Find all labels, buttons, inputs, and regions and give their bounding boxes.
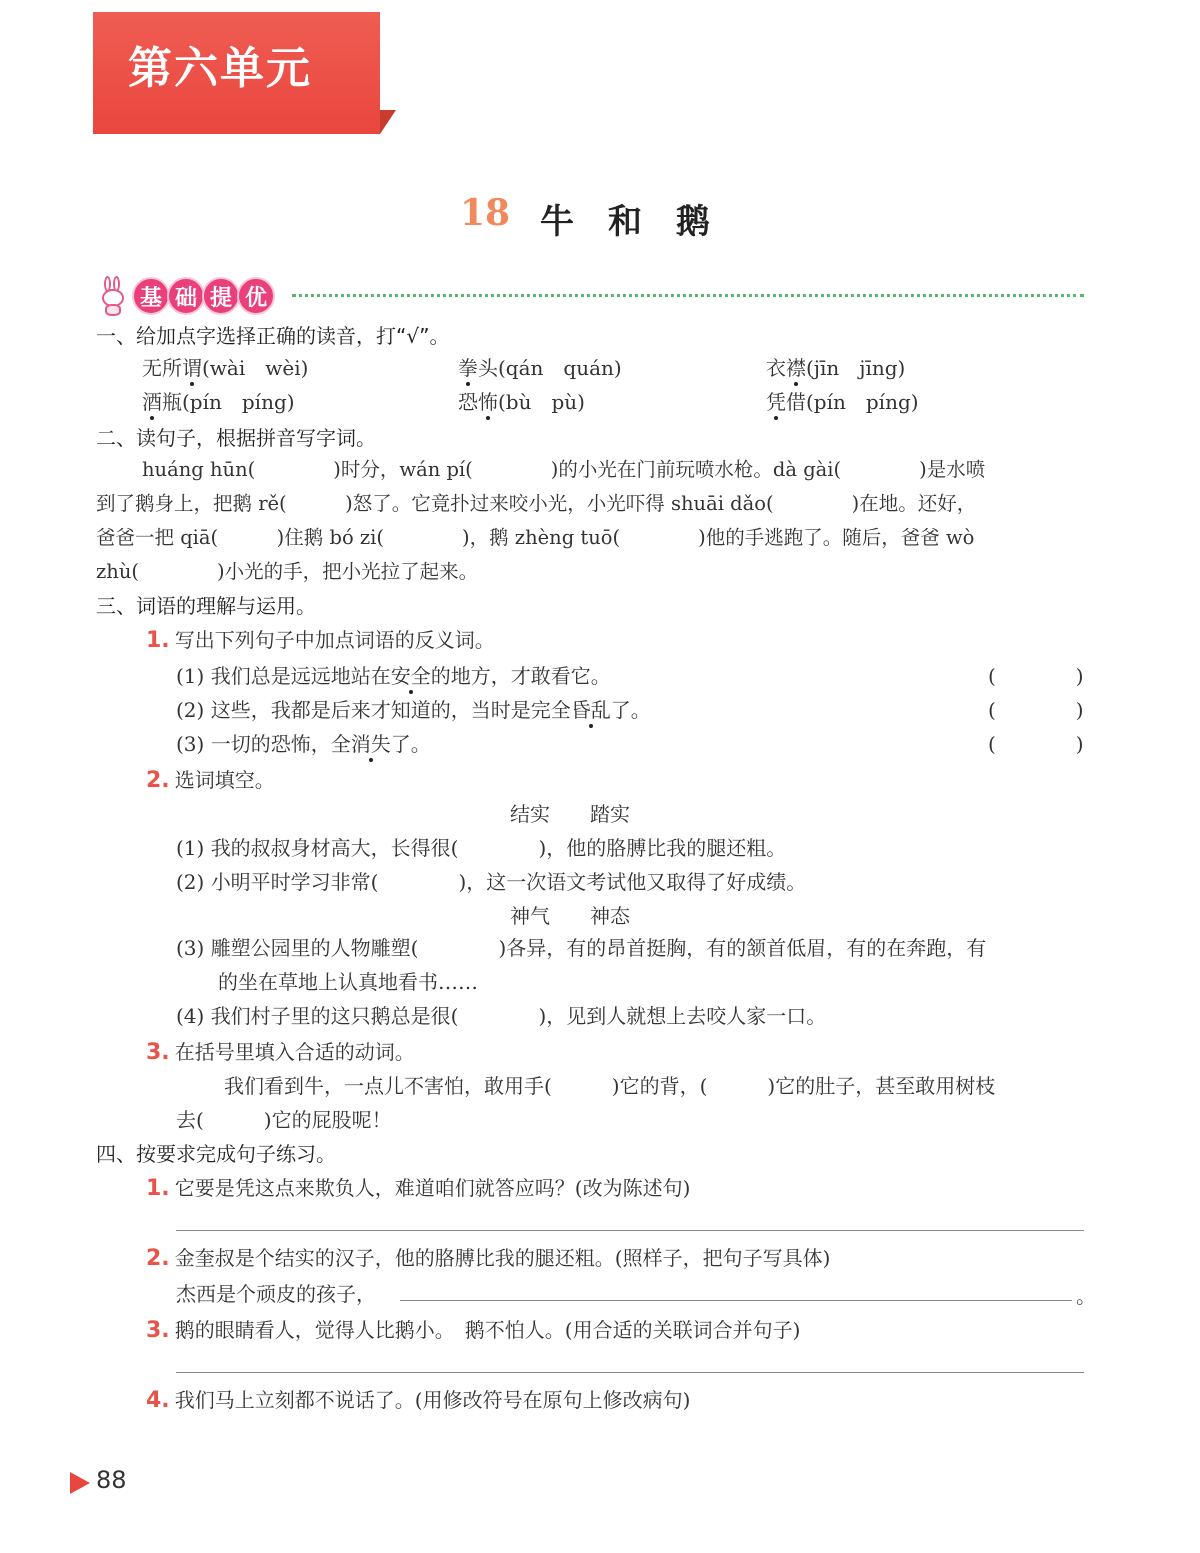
- section-badge-label: [132, 277, 272, 315]
- badge-char: 础: [167, 277, 205, 315]
- answer-blank[interactable]: ( ): [988, 698, 1084, 722]
- word-choices: 结实 踏实: [510, 802, 630, 826]
- q3-sub2-item: 的坐在草地上认真地看书……: [218, 970, 478, 994]
- q4-heading: 四、按要求完成句子练习。: [96, 1142, 336, 1166]
- section-badge: [96, 276, 272, 316]
- q3-sub2-item: (1) 我的叔叔身材高大，长得很( )，他的胳膊比我的腿还粗。: [176, 836, 787, 860]
- q3-sub1: [146, 624, 495, 653]
- q1-item: 无所谓(wài wèi): [142, 356, 309, 380]
- sentence-end: 。: [1076, 1284, 1096, 1308]
- answer-line[interactable]: [176, 1230, 1084, 1231]
- q1-item: 凭借(pín píng): [766, 390, 919, 414]
- q3-sub1-title: 写出下列句子中加点词语的反义词。: [174, 628, 495, 652]
- unit-title: 第六单元: [128, 43, 312, 94]
- banner-fold: [380, 110, 396, 134]
- answer-line[interactable]: [400, 1300, 1072, 1301]
- q1-item: 恐怖(bù pù): [458, 390, 585, 414]
- q3-sub2-item: (2) 小明平时学习非常( )，这一次语文考试他又取得了好成绩。: [176, 870, 807, 894]
- q3-sub3-line: 我们看到牛，一点儿不害怕，敢用手( )它的背，( )它的肚子，甚至敢用树枝: [224, 1074, 996, 1098]
- bunny-icon: [96, 276, 130, 316]
- q3-sub3-number: 3.: [146, 1040, 170, 1065]
- dotted-divider: [292, 294, 1084, 297]
- q3-sub1-number: 1.: [146, 628, 170, 653]
- q4-item: 2. 金奎叔是个结实的汉子，他的胳膊比我的腿还粗。(照样子，把句子写具体): [146, 1246, 831, 1271]
- answer-blank[interactable]: ( ): [988, 664, 1084, 688]
- badge-char: 提: [202, 277, 240, 315]
- page-arrow-icon: [70, 1472, 90, 1494]
- q3-sub2-item: (4) 我们村子里的这只鹅总是很( )，见到人就想上去咬人家一口。: [176, 1004, 827, 1028]
- q3-sub2-title: 选词填空。: [174, 768, 275, 792]
- q1-heading: 一、给加点字选择正确的读音，打“√”。: [96, 324, 450, 348]
- word-choices: 神气 神态: [510, 904, 630, 928]
- badge-char: 优: [237, 277, 275, 315]
- q2-heading: 二、读句子，根据拼音写字词。: [96, 426, 376, 450]
- badge-char: 基: [132, 277, 170, 315]
- lesson-title: 牛和鹅: [540, 202, 744, 242]
- q3-sub1-item: (3) 一切的恐怖，全消失了。: [176, 732, 431, 756]
- q3-heading: 三、词语的理解与运用。: [96, 594, 316, 618]
- q3-sub3-title: 在括号里填入合适的动词。: [174, 1040, 415, 1064]
- q4-item: 4. 我们马上立刻都不说话了。(用修改符号在原句上修改病句): [146, 1388, 691, 1413]
- q2-line: zhù( )小光的手，把小光拉了起来。: [96, 560, 479, 583]
- q4-item: 3. 鹅的眼睛看人，觉得人比鹅小。 鹅不怕人。(用合适的关联词合并句子): [146, 1318, 801, 1343]
- q4-prompt: 杰西是个顽皮的孩子，: [176, 1282, 376, 1306]
- q3-sub3-line: 去( )它的屁股呢！: [176, 1108, 392, 1132]
- q3-sub1-item: (1) 我们总是远远地站在安全的地方，才敢看它。: [176, 664, 611, 688]
- q1-item: 拳头(qán quán): [458, 356, 622, 380]
- lesson-number: 18: [460, 192, 511, 234]
- q1-item: 酒瓶(pín píng): [142, 390, 295, 414]
- q2-line: 爸爸一把 qiā( )住鹅 bó zi( )，鹅 zhèng tuō( )他的手逃跑了。随后，爸爸 wò: [96, 526, 975, 549]
- q3-sub2-number: 2.: [146, 768, 170, 793]
- answer-blank[interactable]: ( ): [988, 732, 1084, 756]
- page-number: 88: [96, 1466, 127, 1494]
- q3-sub2: [146, 764, 275, 793]
- q2-line: 到了鹅身上，把鹅 rě( )怒了。它竟扑过来咬小光，小光吓得 shuāi dǎo( )在地。还好，: [96, 492, 977, 515]
- q3-sub3: [146, 1036, 415, 1065]
- q3-sub2-item: (3) 雕塑公园里的人物雕塑( )各异，有的昂首挺胸，有的颔首低眉，有的在奔跑，有: [176, 936, 987, 960]
- q2-line: huáng hūn( )时分，wán pí( )的小光在门前玩喷水枪。dà gài( )是水喷: [142, 458, 986, 481]
- q4-item: 1. 它要是凭这点来欺负人，难道咱们就答应吗？(改为陈述句): [146, 1176, 691, 1201]
- q3-sub1-item: (2) 这些，我都是后来才知道的，当时是完全昏乱了。: [176, 698, 651, 722]
- q1-item: 衣襟(jīn jīng): [766, 356, 906, 380]
- answer-line[interactable]: [176, 1372, 1084, 1373]
